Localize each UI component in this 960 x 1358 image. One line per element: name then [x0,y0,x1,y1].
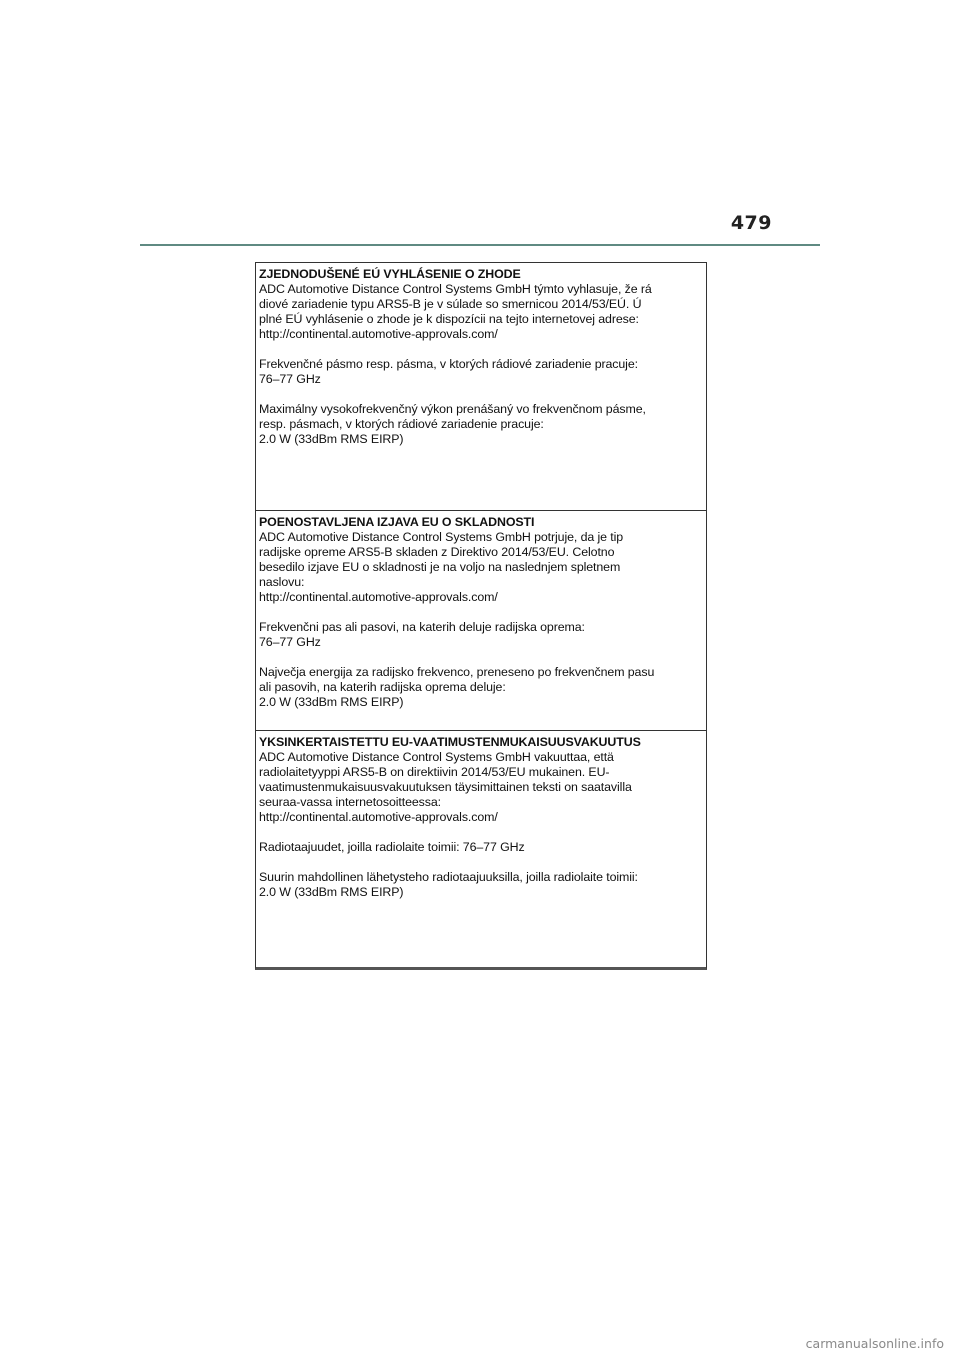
power-line: ali pasovih, na katerih radijska oprema deluje: [259,680,506,694]
url-line: http://continental.automotive-approvals.com/ [259,327,498,341]
frequency-line: Frekvenčni pas ali pasovi, na katerih deluje radijska oprema: [259,620,585,634]
text-line: radiolaitetyyppi ARS5-B on direktiivin 2014/53/EU mukainen. EU- [259,765,610,779]
power-value: 2.0 W (33dBm RMS EIRP) [259,885,404,899]
power-line: resp. pásmach, v ktorých rádiové zariadenie pracuje: [259,417,544,431]
frequency-line: Frekvenčné pásmo resp. pásma, v ktorých rádiové zariadenie pracuje: [259,357,638,371]
text-line: ADC Automotive Distance Control Systems GmbH týmto vyhlasuje, že rá [259,282,652,296]
url-line: http://continental.automotive-approvals.com/ [259,810,498,824]
section-slovenian [256,510,706,730]
footer-watermark: carmanualsonline.info [805,1336,944,1351]
section-title: POENOSTAVLJENA IZJAVA EU O SKLADNOSTI [259,515,535,529]
text-line: radijske opreme ARS5-B skladen z Direktivo 2014/53/EU. Celotno [259,545,615,559]
text-line: vaatimustenmukaisuusvakuutuksen täysimittainen teksti on saatavilla [259,780,632,794]
header-divider [140,244,820,246]
power-line: Maximálny vysokofrekvenčný výkon prenášaný vo frekvenčnom pásme, [259,402,646,416]
section-title: YKSINKERTAISTETTU EU-VAATIMUSTENMUKAISUUSVAKUUTUS [259,735,641,749]
frequency-line: Radiotaajuudet, joilla radiolaite toimii: 76–77 GHz [259,840,525,854]
section-slovak [256,263,706,510]
power-value: 2.0 W (33dBm RMS EIRP) [259,432,404,446]
declaration-table [255,262,707,970]
section-title: ZJEDNODUŠENÉ EÚ VYHLÁSENIE O ZHODE [259,267,521,281]
text-line: plné EÚ vyhlásenie o zhode je k dispozícii na tejto internetovej adrese: [259,312,639,326]
power-line: Največja energija za radijsko frekvenco, preneseno po frekvenčnem pasu [259,665,655,679]
power-line: Suurin mahdollinen lähetysteho radiotaajuuksilla, joilla radiolaite toimii: [259,870,638,884]
text-line: besedilo izjave EU o skladnosti je na voljo na naslednjem spletnem [259,560,621,574]
frequency-value: 76–77 GHz [259,372,321,386]
frequency-value: 76–77 GHz [259,635,321,649]
page-number: 479 [730,212,772,234]
text-line: diové zariadenie typu ARS5-B je v súlade so smernicou 2014/53/EÚ. Ú [259,297,642,311]
text-line: ADC Automotive Distance Control Systems GmbH potrjuje, da je tip [259,530,624,544]
power-value: 2.0 W (33dBm RMS EIRP) [259,695,404,709]
text-line: naslovu: [259,575,305,589]
text-line: seuraa-vassa internetosoitteessa: [259,795,441,809]
text-line: ADC Automotive Distance Control Systems GmbH vakuuttaa, että [259,750,614,764]
url-line: http://continental.automotive-approvals.com/ [259,590,498,604]
section-finnish [256,730,706,967]
